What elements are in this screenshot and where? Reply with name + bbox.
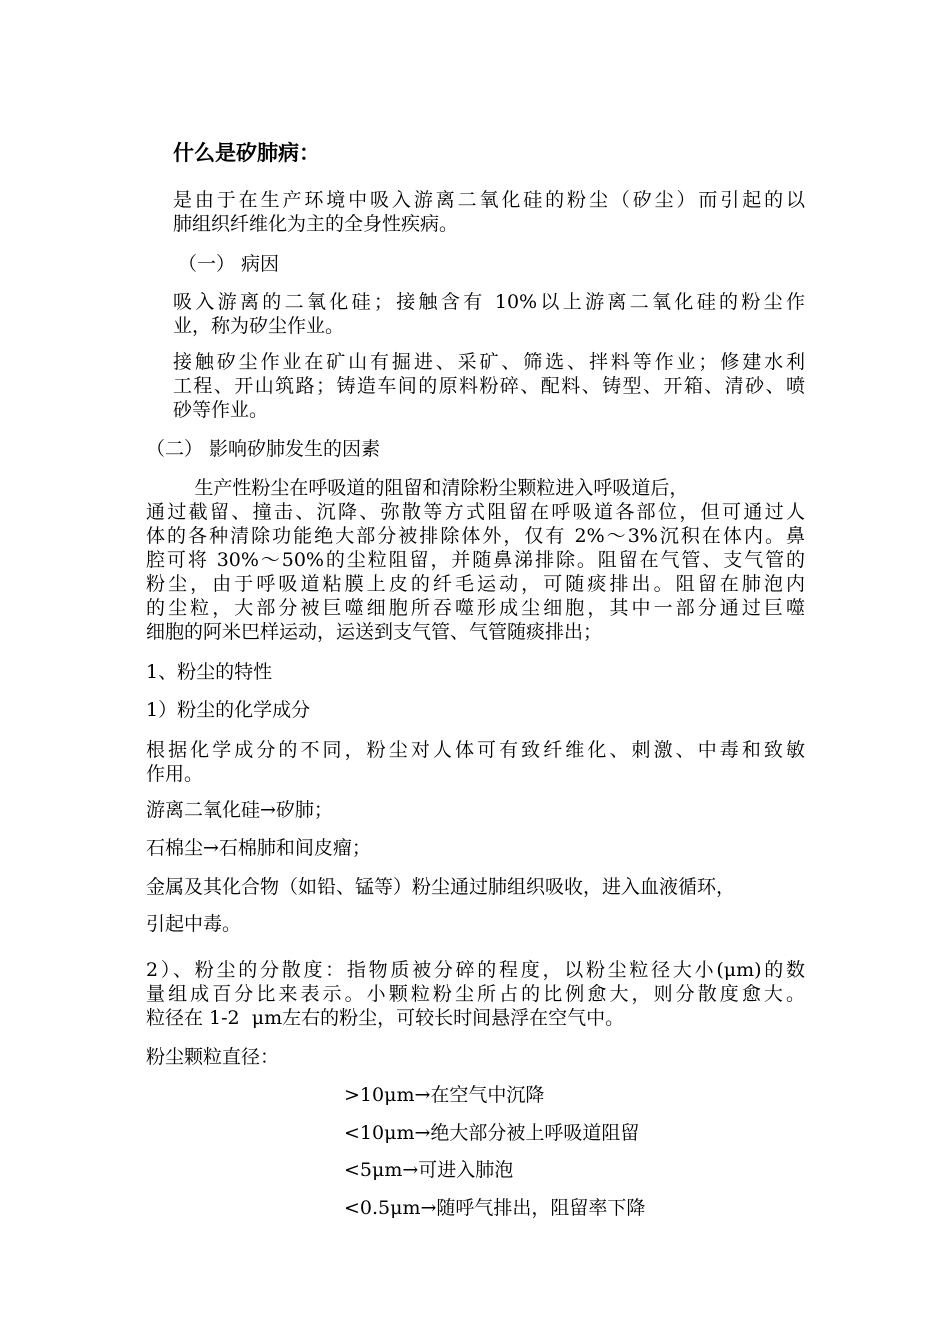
cause-paragraph-2-line-2: 工程、开山筑路；铸造车间的原料粉碎、配料、铸型、开箱、清砂、喷 (173, 375, 805, 397)
factors-paragraph-line-7: 细胞的阿米巴样运动，运送到支气管、气管随痰排出； (146, 621, 603, 643)
dispersion-paragraph-line-1: 2）、粉尘的分散度：指物质被分碎的程度，以粉尘粒径大小(μm)的数 (146, 959, 805, 981)
factors-paragraph-line-5: 粉尘，由于呼吸道粘膜上皮的纤毛运动，可随痰排出。阻留在肺泡内 (146, 573, 805, 595)
dispersion-paragraph-line-2: 量组成百分比来表示。小颗粒粉尘所占的比例愈大，则分散度愈大。 (146, 983, 805, 1005)
section-heading-factors: （二） 影响矽肺发生的因素 (146, 438, 381, 460)
cause-paragraph-2-line-1: 接触矽尘作业在矿山有掘进、采矿、筛选、拌料等作业；修建水利 (173, 351, 805, 373)
chemical-paragraph-line-2: 作用。 (146, 763, 204, 785)
subheading-dust-properties: 1、粉尘的特性 (146, 661, 273, 683)
chemical-paragraph-line-1: 根据化学成分的不同，粉尘对人体可有致纤维化、刺激、中毒和致敏 (146, 739, 805, 761)
factors-paragraph-line-2: 通过截留、撞击、沉降、弥散等方式阻留在呼吸道各部位，但可通过人 (146, 501, 805, 523)
diameter-heading: 粉尘颗粒直径： (146, 1046, 280, 1068)
subheading-chemical-composition: 1）粉尘的化学成分 (146, 699, 311, 721)
factors-paragraph-line-4: 腔可将 30%～50%的尘粒阻留，并随鼻涕排除。阻留在气管、支气管的 (146, 549, 805, 571)
section-heading-cause: （一） 病因 (178, 253, 280, 275)
chemical-item-silica: 游离二氧化硅→矽肺； (146, 799, 333, 821)
definition-line-1: 是由于在生产环境中吸入游离二氧化硅的粉尘（矽尘）而引起的以 (173, 189, 805, 211)
cause-paragraph-2-line-3: 砂等作业。 (173, 399, 269, 421)
diameter-item-under-10: <10μm→绝大部分被上呼吸道阻留 (344, 1122, 640, 1144)
chemical-item-asbestos: 石棉尘→石棉肺和间皮瘤； (146, 837, 371, 859)
diameter-item-over-10: >10μm→在空气中沉降 (344, 1084, 545, 1106)
cause-paragraph-1-line-1: 吸入游离的二氧化硅；接触含有 10%以上游离二氧化硅的粉尘作 (173, 291, 805, 313)
factors-paragraph-line-1: 生产性粉尘在呼吸道的阻留和清除粉尘颗粒进入呼吸道后， (146, 477, 689, 499)
chemical-item-metals-line-2: 引起中毒。 (146, 913, 242, 935)
dispersion-paragraph-line-3: 粒径在 1-2 μm左右的粉尘，可较长时间悬浮在空气中。 (146, 1007, 625, 1029)
factors-paragraph-line-6: 的尘粒，大部分被巨噬细胞所吞噬形成尘细胞，其中一部分通过巨噬 (146, 597, 805, 619)
factors-paragraph-line-3: 体的各种清除功能绝大部分被排除体外，仅有 2%～3%沉积在体内。鼻 (146, 525, 805, 547)
definition-line-2: 肺组织纤维化为主的全身性疾病。 (173, 213, 459, 235)
diameter-item-under-5: <5μm→可进入肺泡 (344, 1159, 514, 1181)
cause-paragraph-1-line-2: 业，称为矽尘作业。 (173, 315, 345, 337)
page-title: 什么是矽肺病： (173, 141, 320, 165)
diameter-item-under-0-5: <0.5μm→随呼气排出，阻留率下降 (344, 1197, 646, 1219)
chemical-item-metals-line-1: 金属及其化合物（如铅、锰等）粉尘通过肺组织吸收，进入血液循环， (146, 876, 736, 898)
